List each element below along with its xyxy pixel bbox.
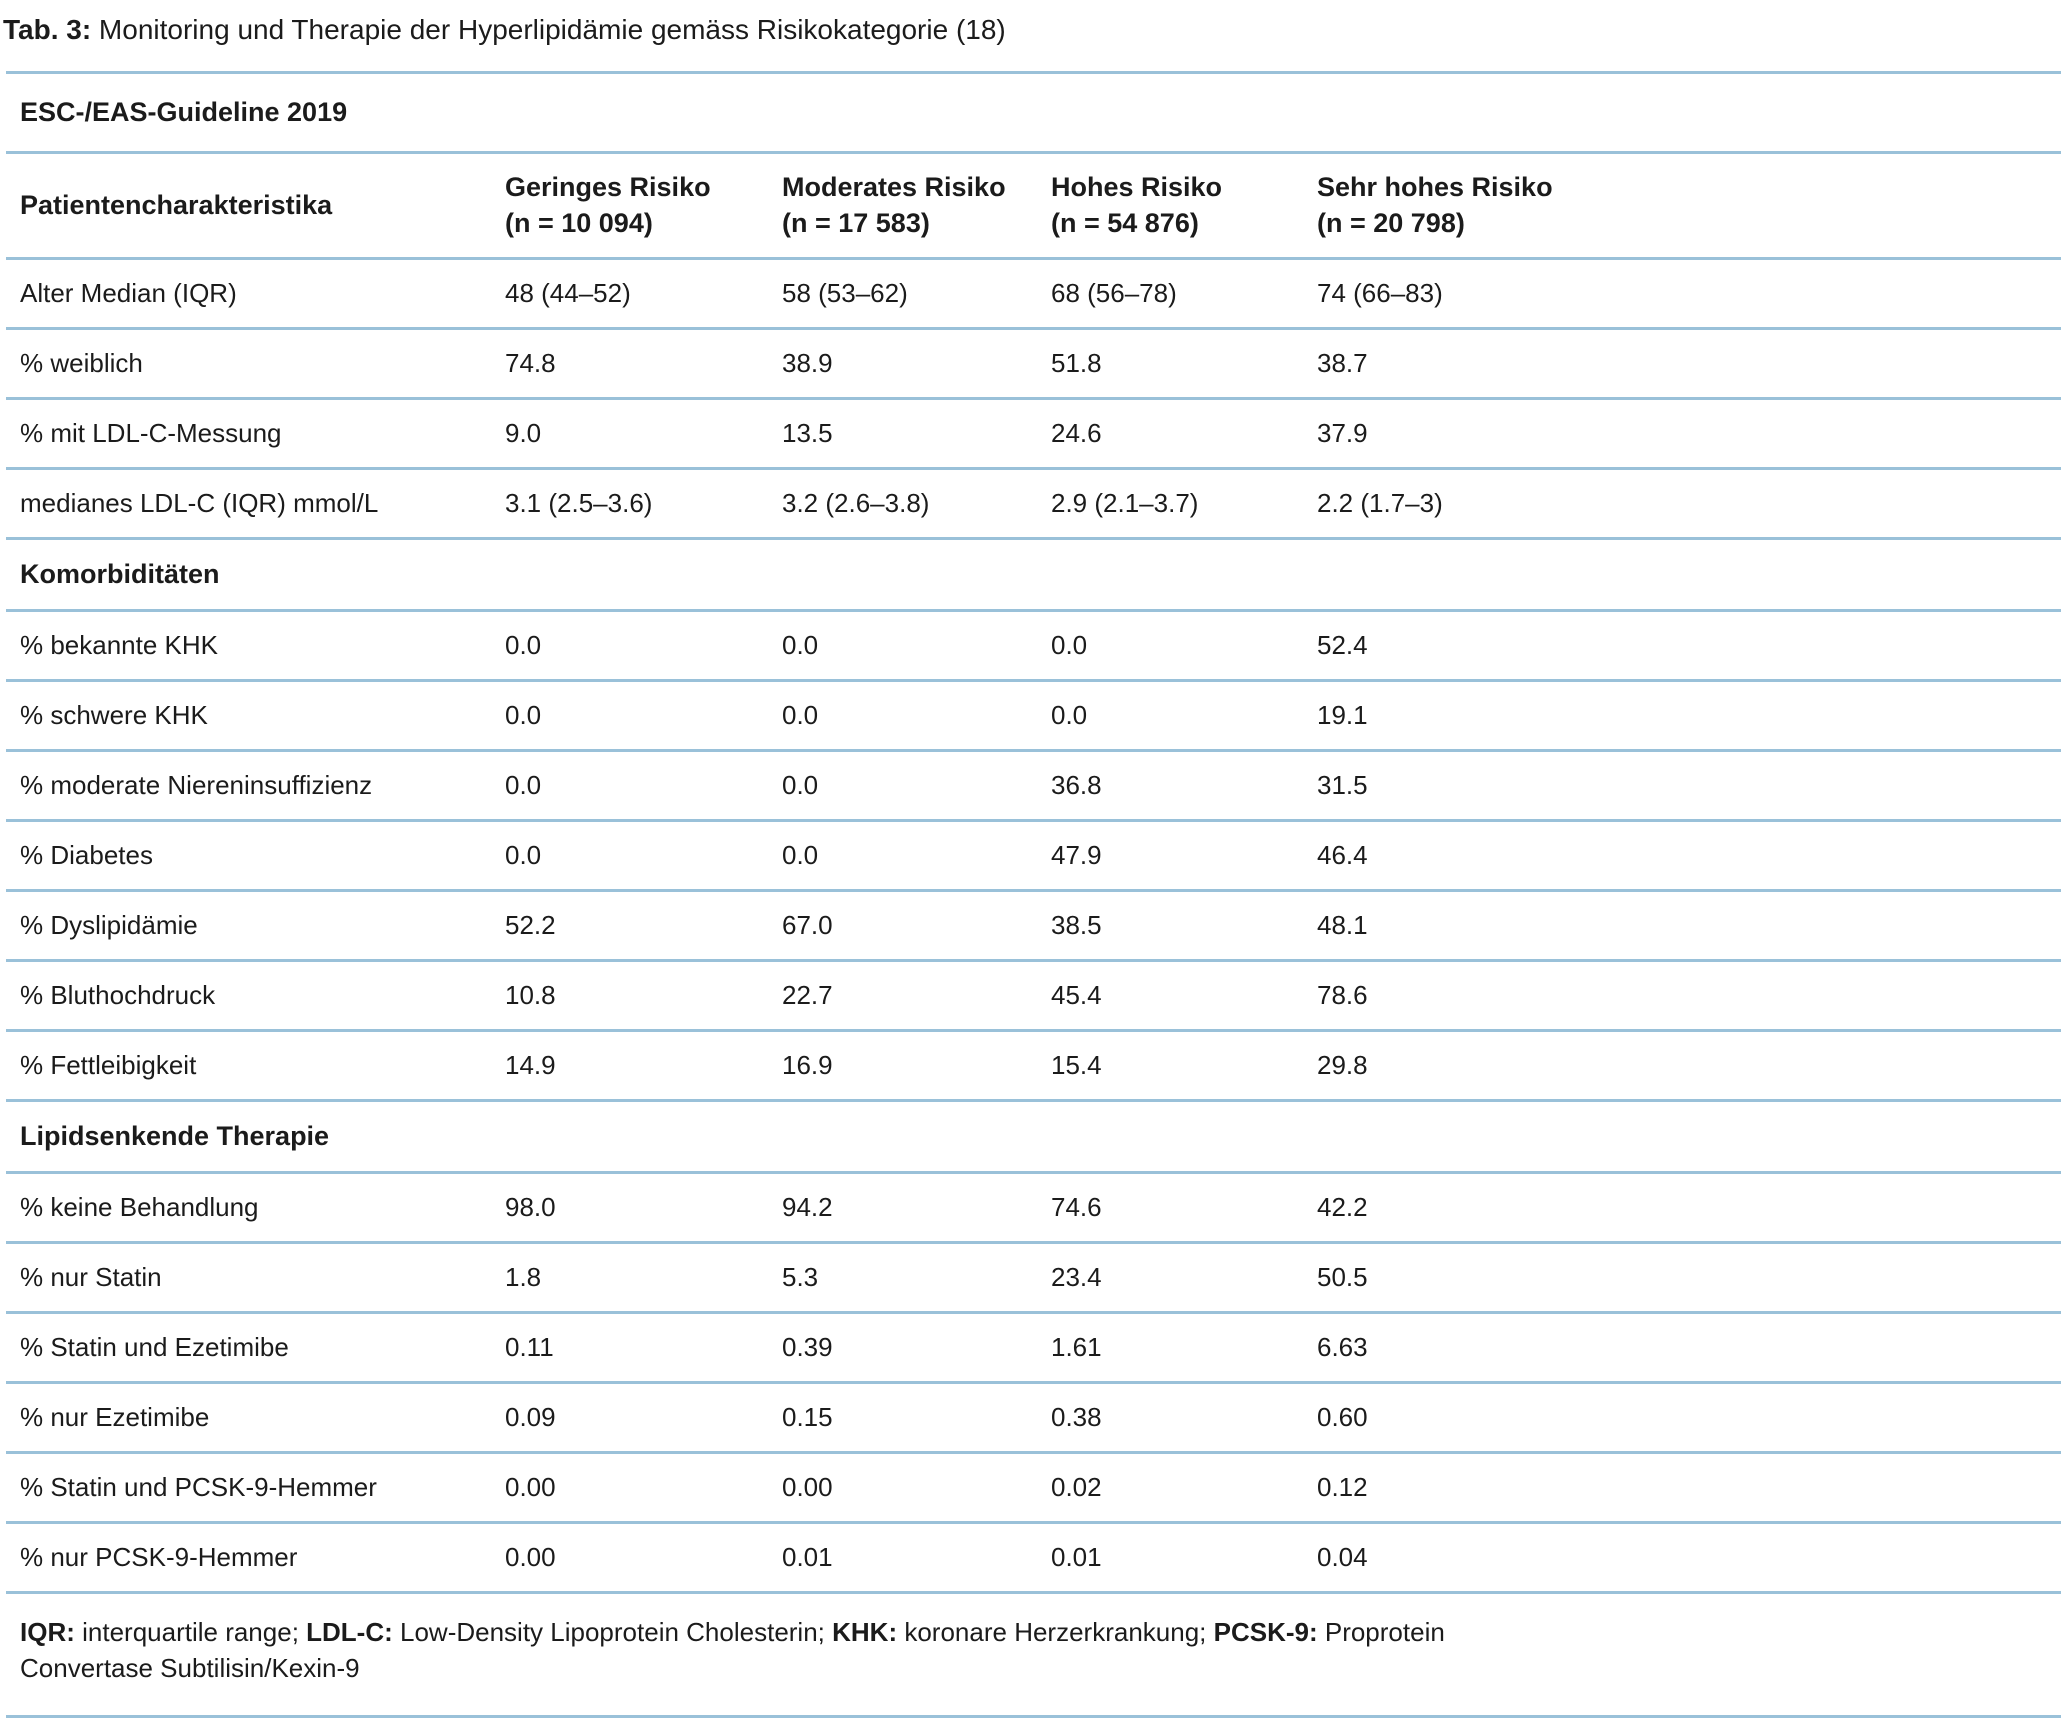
cell-value: 38.9 [782,348,833,378]
cell-value: 38.5 [1051,910,1102,940]
table-row [6,259,2061,329]
table-row [6,399,2061,469]
cell-value: 58 (53–62) [782,278,908,308]
cell-value: 36.8 [1051,770,1102,800]
cell-value: 3.2 (2.6–3.8) [782,488,930,518]
table-caption-text: Monitoring und Therapie der Hyperlipidämie gemäss Risikokategorie (18) [91,14,1006,45]
cell-value: 51.8 [1051,348,1102,378]
cell-value: 2.2 (1.7–3) [1317,488,1443,518]
table-row [6,821,2061,891]
column-header-n: (n = 10 094) [505,207,653,238]
section-label: Komorbiditäten [20,559,220,589]
footnote: IQR: interquartile range; LDL-C: Low-Density Lipoprotein Cholesterin; KHK: koronare Herzerkrankung; PCSK-9: Proprotein Convertase Subtilisin/Kexin-9 [20,1617,1445,1684]
cell-value: 74.8 [505,348,556,378]
cell-value: 31.5 [1317,770,1368,800]
cell-value: 0.11 [505,1332,554,1362]
column-header-n: (n = 17 583) [782,207,930,238]
row-label: % Diabetes [20,840,153,870]
cell-value: 6.63 [1317,1332,1368,1362]
row-label: % mit LDL-C-Messung [20,418,282,448]
cell-value: 0.0 [505,630,542,660]
cell-value: 19.1 [1317,700,1368,730]
cell-value: 10.8 [505,980,556,1010]
cell-value: 45.4 [1051,980,1102,1010]
cell-value: 0.00 [505,1542,556,1572]
cell-value: 52.4 [1317,630,1368,660]
table-row [6,611,2061,681]
table-row [6,1031,2061,1101]
cell-value: 0.00 [782,1472,833,1502]
cell-value: 0.01 [1051,1542,1102,1572]
section-label: Lipidsenkende Therapie [20,1121,330,1151]
cell-value: 78.6 [1317,980,1368,1010]
cell-value: 74 (66–83) [1317,278,1443,308]
cell-value: 0.12 [1317,1472,1368,1502]
table-body [6,259,2061,1593]
cell-value: 0.38 [1051,1402,1102,1432]
table-row [6,681,2061,751]
row-label: % bekannte KHK [20,630,219,660]
table-caption [3,12,2067,47]
cell-value: 0.0 [782,700,819,730]
cell-value: 42.2 [1317,1192,1368,1222]
table-row [6,1453,2061,1523]
section-row [6,1101,2061,1173]
cell-value: 48.1 [1317,910,1368,940]
cell-value: 29.8 [1317,1050,1368,1080]
cell-value: 24.6 [1051,418,1102,448]
cell-value: 22.7 [782,980,833,1010]
row-label: % nur PCSK-9-Hemmer [20,1542,298,1572]
table-row [6,1383,2061,1453]
cell-value: 0.0 [782,840,819,870]
row-label: % Statin und PCSK-9-Hemmer [20,1472,377,1502]
cell-value: 68 (56–78) [1051,278,1177,308]
cell-value: 47.9 [1051,840,1102,870]
cell-value: 1.8 [505,1262,542,1292]
table-caption-number: Tab. 3: [3,14,92,45]
cell-value: 0.15 [782,1402,833,1432]
cell-value: 14.9 [505,1050,556,1080]
cell-value: 9.0 [505,418,542,448]
cell-value: 52.2 [505,910,556,940]
column-header-n: (n = 20 798) [1317,207,1465,238]
cell-value: 0.01 [782,1542,833,1572]
column-header-very-high-risk [1317,153,2061,259]
row-label: medianes LDL-C (IQR) mmol/L [20,488,379,518]
row-label: % Bluthochdruck [20,980,216,1010]
cell-value: 98.0 [505,1192,556,1222]
cell-value: 0.0 [1051,630,1088,660]
cell-value: 0.60 [1317,1402,1368,1432]
table-row [6,329,2061,399]
cell-value: 0.02 [1051,1472,1102,1502]
table-row [6,1313,2061,1383]
cell-value: 0.0 [505,700,542,730]
cell-value: 15.4 [1051,1050,1102,1080]
footnote-term: PCSK-9: [1213,1617,1318,1647]
footnote-term: KHK: [832,1617,898,1647]
table-row [6,961,2061,1031]
cell-value: 16.9 [782,1050,833,1080]
column-header-label: Geringes Risiko [505,172,711,203]
cell-value: 23.4 [1051,1262,1102,1292]
row-label: % nur Statin [20,1262,162,1292]
column-header-moderate-risk [782,153,1051,259]
cell-value: 38.7 [1317,348,1368,378]
column-header-label: Sehr hohes Risiko [1317,172,1553,203]
column-header-label: Hohes Risiko [1051,172,1223,203]
cell-value: 0.0 [782,630,819,660]
row-label: % nur Ezetimibe [20,1402,210,1432]
cell-value: 37.9 [1317,418,1368,448]
table-row [6,751,2061,821]
cell-value: 0.00 [505,1472,556,1502]
cell-value: 2.9 (2.1–3.7) [1051,488,1199,518]
cell-value: 0.09 [505,1402,556,1432]
column-header-n: (n = 54 876) [1051,207,1199,238]
column-header-low-risk [505,153,782,259]
footnote-term: LDL-C: [306,1617,393,1647]
guideline-header-label: ESC-/EAS-Guideline 2019 [20,97,348,127]
column-header-row [6,153,2061,259]
cell-value: 1.61 [1051,1332,1102,1362]
row-label: % moderate Niereninsuffizienz [20,770,373,800]
table-row [6,1173,2061,1243]
table-row [6,891,2061,961]
row-label: % Fettleibigkeit [20,1050,197,1080]
column-header-high-risk [1051,153,1317,259]
cell-value: 0.0 [782,770,819,800]
cell-value: 0.04 [1317,1542,1368,1572]
cell-value: 74.6 [1051,1192,1102,1222]
table-row [6,1243,2061,1313]
row-label: % Dyslipidämie [20,910,198,940]
cell-value: 67.0 [782,910,833,940]
cell-value: 48 (44–52) [505,278,631,308]
footnote-row [6,1593,2061,1717]
table-row [6,469,2061,539]
table-row [6,1523,2061,1593]
column-header-patient-characteristics [6,153,505,259]
column-header-label: Moderates Risiko [782,172,1006,203]
risk-category-table [6,71,2061,1718]
section-row [6,539,2061,611]
footnote-term: IQR: [20,1617,75,1647]
cell-value: 0.0 [1051,700,1088,730]
cell-value: 46.4 [1317,840,1368,870]
cell-value: 0.0 [505,770,542,800]
guideline-header-row [6,73,2061,153]
row-label: % keine Behandlung [20,1192,259,1222]
row-label: % schwere KHK [20,700,208,730]
row-label: Alter Median (IQR) [20,278,237,308]
cell-value: 50.5 [1317,1262,1368,1292]
cell-value: 13.5 [782,418,833,448]
cell-value: 0.39 [782,1332,833,1362]
cell-value: 5.3 [782,1262,819,1292]
cell-value: 0.0 [505,840,542,870]
cell-value: 3.1 (2.5–3.6) [505,488,653,518]
cell-value: 94.2 [782,1192,833,1222]
column-header-label: Patientencharakteristika [20,189,333,220]
row-label: % weiblich [20,348,143,378]
row-label: % Statin und Ezetimibe [20,1332,289,1362]
